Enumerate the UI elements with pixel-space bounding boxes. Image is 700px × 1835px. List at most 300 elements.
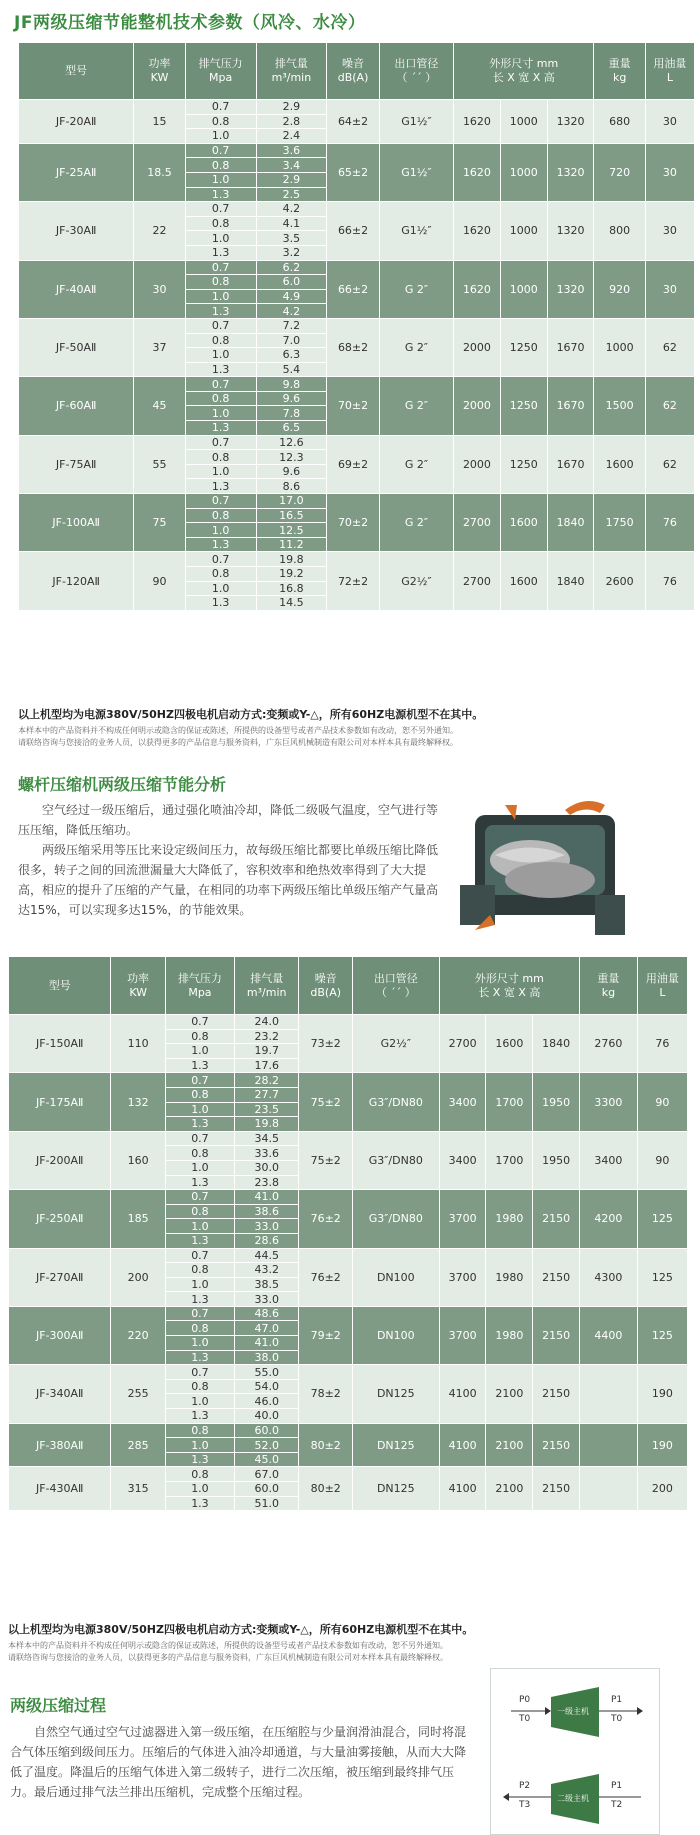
cell-flow: 41.0 [234, 1190, 299, 1205]
cell-pressure: 1.0 [185, 289, 256, 304]
cell-pressure: 0.8 [165, 1146, 234, 1161]
cell-pressure: 1.3 [185, 187, 256, 202]
cell-flow: 3.5 [256, 231, 327, 246]
table-row [9, 1015, 688, 1030]
cell-flow: 28.6 [234, 1233, 299, 1248]
cell-height: 1670 [547, 435, 594, 493]
cell-oil: 190 [637, 1365, 687, 1423]
label-t0: T0 [519, 1714, 531, 1724]
cell-height: 2150 [533, 1467, 580, 1511]
cell-noise: 80±2 [299, 1467, 352, 1511]
cell-flow: 6.3 [256, 348, 327, 363]
cell-flow: 7.2 [256, 318, 327, 333]
cell-width: 1000 [500, 143, 547, 201]
cell-model: JF-25AⅡ [19, 143, 134, 201]
table-row [19, 260, 695, 275]
cell-width: 1600 [500, 494, 547, 552]
cell-oil: 62 [645, 318, 694, 376]
cell-pressure: 0.7 [185, 318, 256, 333]
cell-outlet: DN100 [352, 1306, 439, 1364]
cell-pressure: 0.8 [185, 391, 256, 406]
cell-weight: 1500 [594, 377, 645, 435]
cell-pressure: 1.0 [165, 1482, 234, 1497]
cell-pressure: 1.0 [185, 231, 256, 246]
cell-flow: 28.2 [234, 1073, 299, 1088]
cell-flow: 2.8 [256, 114, 327, 129]
cell-flow: 47.0 [234, 1321, 299, 1336]
label-stage1: 一级主机 [557, 1707, 589, 1716]
cell-length: 2000 [454, 435, 501, 493]
power-note-2: 以上机型均为电源380V/50HZ四极电机启动方式:变频或Y-△，所有60HZ电源机型不在其中。 [8, 1623, 474, 1636]
cell-pressure: 1.3 [165, 1117, 234, 1132]
cell-flow: 9.6 [256, 391, 327, 406]
cell-outlet: G3″/DN80 [352, 1073, 439, 1131]
disclaimer-line-2: 请联络咨询与您接洽的业务人员，以获得更多的产品信息与服务资料，广东巨风机械制造有限公司对本样本具有最终解释权。 [18, 738, 458, 747]
cell-outlet: G 2″ [379, 435, 453, 493]
cell-noise: 78±2 [299, 1365, 352, 1423]
cell-oil: 62 [645, 435, 694, 493]
cell-length: 1620 [454, 100, 501, 144]
cell-outlet: G 2″ [379, 260, 453, 318]
cell-weight: 2760 [579, 1015, 637, 1073]
table-row [9, 1467, 688, 1482]
cell-power: 220 [111, 1306, 166, 1364]
cell-height: 1320 [547, 260, 594, 318]
cell-flow: 24.0 [234, 1015, 299, 1030]
cell-flow: 17.6 [234, 1058, 299, 1073]
cell-power: 255 [111, 1365, 166, 1423]
cell-flow: 4.2 [256, 304, 327, 319]
cell-width: 1250 [500, 377, 547, 435]
cell-oil: 76 [645, 494, 694, 552]
cell-pressure: 0.7 [165, 1365, 234, 1380]
cell-pressure: 0.8 [165, 1423, 234, 1438]
cell-outlet: DN125 [352, 1423, 439, 1467]
cell-model: JF-150AⅡ [9, 1015, 111, 1073]
cell-length: 1620 [454, 143, 501, 201]
cell-flow: 60.0 [234, 1482, 299, 1497]
cell-flow: 4.1 [256, 216, 327, 231]
cell-power: 132 [111, 1073, 166, 1131]
cell-flow: 9.6 [256, 464, 327, 479]
cell-model: JF-60AⅡ [19, 377, 134, 435]
cell-weight: 4400 [579, 1306, 637, 1364]
cell-height: 2150 [533, 1306, 580, 1364]
cell-weight: 2600 [594, 552, 645, 610]
cell-power: 45 [134, 377, 185, 435]
cell-power: 15 [134, 100, 185, 144]
cell-pressure: 0.7 [185, 435, 256, 450]
cell-flow: 67.0 [234, 1467, 299, 1482]
cell-pressure: 0.7 [185, 377, 256, 392]
table-row [9, 1190, 688, 1205]
cell-pressure: 0.8 [165, 1087, 234, 1102]
label-t2: T2 [611, 1800, 623, 1810]
cell-weight: 800 [594, 202, 645, 260]
cell-oil: 30 [645, 100, 694, 144]
cell-height: 1840 [547, 552, 594, 610]
table-row [19, 552, 695, 567]
cell-flow: 54.0 [234, 1379, 299, 1394]
col-dims: 外形尺寸 mm 长 X 宽 X 高 [454, 43, 594, 100]
table-row [19, 318, 695, 333]
cell-weight [579, 1365, 637, 1423]
cell-model: JF-430AⅡ [9, 1467, 111, 1511]
col-power: 功率 KW [134, 43, 185, 100]
cell-flow: 45.0 [234, 1452, 299, 1467]
cell-width: 1000 [500, 100, 547, 144]
cell-flow: 27.7 [234, 1087, 299, 1102]
two-stage-diagram [490, 1668, 660, 1835]
cell-pressure: 1.3 [165, 1452, 234, 1467]
col-noise: 噪音 dB(A) [327, 43, 380, 100]
cell-model: JF-340AⅡ [9, 1365, 111, 1423]
cell-flow: 33.6 [234, 1146, 299, 1161]
cell-pressure: 0.7 [185, 260, 256, 275]
cell-power: 37 [134, 318, 185, 376]
col-oil: 用油量 L [637, 957, 687, 1015]
power-note: 以上机型均为电源380V/50HZ四极电机启动方式:变频或Y-△，所有60HZ电源机型不在其中。 [18, 708, 484, 721]
cell-weight: 1750 [594, 494, 645, 552]
cell-width: 1700 [486, 1073, 533, 1131]
col-outlet: 出口管径 （ ˊˊ ） [352, 957, 439, 1015]
cell-oil: 76 [637, 1015, 687, 1073]
cell-pressure: 1.3 [185, 479, 256, 494]
cell-noise: 65±2 [327, 143, 380, 201]
cell-flow: 41.0 [234, 1336, 299, 1351]
cell-width: 1250 [500, 435, 547, 493]
cell-flow: 60.0 [234, 1423, 299, 1438]
cell-flow: 19.2 [256, 567, 327, 582]
label-p2: P2 [519, 1781, 531, 1791]
cell-noise: 70±2 [327, 377, 380, 435]
cell-noise: 70±2 [327, 494, 380, 552]
cell-weight: 680 [594, 100, 645, 144]
cell-flow: 46.0 [234, 1394, 299, 1409]
cell-pressure: 0.7 [165, 1073, 234, 1088]
cell-length: 2700 [454, 494, 501, 552]
cell-pressure: 1.3 [185, 537, 256, 552]
cell-pressure: 1.0 [165, 1219, 234, 1234]
cell-noise: 66±2 [327, 202, 380, 260]
cell-flow: 48.6 [234, 1306, 299, 1321]
cell-pressure: 0.8 [185, 275, 256, 290]
cell-noise: 75±2 [299, 1131, 352, 1189]
cell-outlet: DN100 [352, 1248, 439, 1306]
table-row [9, 1365, 688, 1380]
cell-oil: 30 [645, 143, 694, 201]
cell-power: 185 [111, 1190, 166, 1248]
cell-height: 1320 [547, 202, 594, 260]
cell-length: 3700 [439, 1248, 486, 1306]
cell-flow: 11.2 [256, 537, 327, 552]
cell-weight: 920 [594, 260, 645, 318]
cell-width: 1700 [486, 1131, 533, 1189]
cell-model: JF-20AⅡ [19, 100, 134, 144]
cell-oil: 30 [645, 202, 694, 260]
cell-pressure: 0.7 [185, 202, 256, 217]
cell-pressure: 0.8 [185, 567, 256, 582]
cell-power: 285 [111, 1423, 166, 1467]
cell-width: 1600 [500, 552, 547, 610]
cell-pressure: 1.3 [165, 1496, 234, 1511]
cell-pressure: 1.3 [165, 1409, 234, 1424]
label-t3: T3 [519, 1800, 531, 1810]
cell-pressure: 0.8 [165, 1321, 234, 1336]
cell-weight: 4200 [579, 1190, 637, 1248]
cell-outlet: G3″/DN80 [352, 1131, 439, 1189]
cell-pressure: 0.8 [185, 508, 256, 523]
cell-flow: 55.0 [234, 1365, 299, 1380]
cell-flow: 9.8 [256, 377, 327, 392]
cell-pressure: 1.0 [165, 1044, 234, 1059]
table-row [19, 435, 695, 450]
col-pressure: 排气压力 Mpa [185, 43, 256, 100]
cell-width: 2100 [486, 1467, 533, 1511]
cell-pressure: 1.0 [185, 172, 256, 187]
cell-outlet: DN125 [352, 1467, 439, 1511]
table-row [9, 1306, 688, 1321]
section-energy-title: 螺杆压缩机两级压缩节能分析 [18, 775, 227, 794]
table-row [19, 100, 695, 115]
cell-oil: 125 [637, 1248, 687, 1306]
cell-flow: 30.0 [234, 1160, 299, 1175]
cell-power: 90 [134, 552, 185, 610]
cell-pressure: 0.7 [165, 1015, 234, 1030]
table-row [9, 1073, 688, 1088]
cell-model: JF-380AⅡ [9, 1423, 111, 1467]
cell-oil: 30 [645, 260, 694, 318]
cell-outlet: G1½″ [379, 143, 453, 201]
col-weight: 重量 kg [594, 43, 645, 100]
col-oil: 用油量 L [645, 43, 694, 100]
cell-flow: 40.0 [234, 1409, 299, 1424]
table-row [9, 1248, 688, 1263]
cell-flow: 43.2 [234, 1263, 299, 1278]
cell-outlet: G 2″ [379, 318, 453, 376]
cell-pressure: 1.0 [165, 1438, 234, 1453]
cell-oil: 200 [637, 1467, 687, 1511]
cell-height: 1950 [533, 1073, 580, 1131]
cell-power: 200 [111, 1248, 166, 1306]
cell-flow: 4.9 [256, 289, 327, 304]
cell-pressure: 1.3 [165, 1292, 234, 1307]
cell-power: 55 [134, 435, 185, 493]
label-p1b: P1 [611, 1781, 623, 1791]
cell-oil: 190 [637, 1423, 687, 1467]
cell-model: JF-300AⅡ [9, 1306, 111, 1364]
col-dims: 外形尺寸 mm 长 X 宽 X 高 [439, 957, 579, 1015]
cell-model: JF-175AⅡ [9, 1073, 111, 1131]
cell-length: 1620 [454, 202, 501, 260]
spec-table-header [19, 43, 695, 100]
cell-model: JF-100AⅡ [19, 494, 134, 552]
cell-noise: 76±2 [299, 1190, 352, 1248]
cell-flow: 19.8 [256, 552, 327, 567]
cell-length: 3400 [439, 1131, 486, 1189]
cell-flow: 3.6 [256, 143, 327, 158]
cell-pressure: 1.0 [185, 523, 256, 538]
cell-flow: 16.8 [256, 581, 327, 596]
cell-weight: 3400 [579, 1131, 637, 1189]
cell-pressure: 1.0 [165, 1277, 234, 1292]
table-row [19, 377, 695, 392]
cell-pressure: 0.8 [185, 216, 256, 231]
cell-flow: 14.5 [256, 596, 327, 611]
cell-pressure: 1.3 [185, 304, 256, 319]
cell-flow: 19.8 [234, 1117, 299, 1132]
cell-length: 2000 [454, 318, 501, 376]
cell-flow: 12.5 [256, 523, 327, 538]
cell-outlet: G 2″ [379, 377, 453, 435]
cell-pressure: 1.3 [165, 1058, 234, 1073]
cell-pressure: 0.8 [165, 1204, 234, 1219]
cell-oil: 90 [637, 1073, 687, 1131]
col-power: 功率 KW [111, 957, 166, 1015]
cell-noise: 69±2 [327, 435, 380, 493]
cell-noise: 64±2 [327, 100, 380, 144]
cell-flow: 52.0 [234, 1438, 299, 1453]
cell-oil: 125 [637, 1190, 687, 1248]
section-process-title: 两级压缩过程 [10, 1696, 107, 1715]
cell-outlet: G3″/DN80 [352, 1190, 439, 1248]
cell-pressure: 0.7 [185, 143, 256, 158]
col-flow: 排气量 m³/min [256, 43, 327, 100]
cell-oil: 62 [645, 377, 694, 435]
cell-power: 315 [111, 1467, 166, 1511]
cell-oil: 76 [645, 552, 694, 610]
cell-height: 1670 [547, 377, 594, 435]
cell-height: 1320 [547, 100, 594, 144]
compressor-cutaway-image [455, 785, 635, 950]
cell-weight: 720 [594, 143, 645, 201]
disclaimer-line-1: 本样本中的产品资料并不构成任何明示或隐含的保证或陈述，所提供的设备型号或者产品技术参数如有改动，恕不另外通知。 [18, 726, 458, 735]
cell-pressure: 1.3 [165, 1233, 234, 1248]
cell-flow: 33.0 [234, 1292, 299, 1307]
cell-flow: 2.5 [256, 187, 327, 202]
table-row [9, 1423, 688, 1438]
cell-flow: 2.4 [256, 129, 327, 144]
cell-power: 30 [134, 260, 185, 318]
cell-height: 1840 [547, 494, 594, 552]
cell-weight: 1600 [594, 435, 645, 493]
table-row [19, 494, 695, 509]
cell-model: JF-50AⅡ [19, 318, 134, 376]
disclaimer-2-line-1: 本样本中的产品资料并不构成任何明示或隐含的保证或陈述，所提供的设备型号或者产品技术参数如有改动，恕不另外通知。 [8, 1641, 448, 1650]
cell-outlet: G1½″ [379, 100, 453, 144]
cell-flow: 38.5 [234, 1277, 299, 1292]
cell-pressure: 1.3 [185, 245, 256, 260]
cell-length: 1620 [454, 260, 501, 318]
cell-pressure: 0.8 [185, 450, 256, 465]
cell-flow: 4.2 [256, 202, 327, 217]
cell-length: 3700 [439, 1306, 486, 1364]
spec-table-2-body [9, 1015, 688, 1511]
cell-flow: 23.5 [234, 1102, 299, 1117]
cell-pressure: 0.7 [165, 1248, 234, 1263]
spec-table-1 [18, 42, 695, 611]
cell-flow: 12.3 [256, 450, 327, 465]
col-flow: 排气量 m³/min [234, 957, 299, 1015]
cell-pressure: 1.3 [165, 1350, 234, 1365]
cell-flow: 3.2 [256, 245, 327, 260]
label-stage2: 二级主机 [557, 1794, 589, 1803]
cell-pressure: 0.7 [185, 494, 256, 509]
cell-noise: 72±2 [327, 552, 380, 610]
cell-width: 1250 [500, 318, 547, 376]
col-pressure: 排气压力 Mpa [165, 957, 234, 1015]
cell-flow: 12.6 [256, 435, 327, 450]
cell-length: 2700 [439, 1015, 486, 1073]
section-energy-para-1: 空气经过一级压缩后，通过强化喷油冷却，降低二级吸气温度，空气进行等压压缩，降低压缩功。 [18, 803, 439, 837]
cell-pressure: 1.3 [185, 596, 256, 611]
cell-model: JF-270AⅡ [9, 1248, 111, 1306]
cell-flow: 38.0 [234, 1350, 299, 1365]
cell-noise: 66±2 [327, 260, 380, 318]
table-row [19, 143, 695, 158]
cell-pressure: 0.8 [165, 1467, 234, 1482]
cell-flow: 8.6 [256, 479, 327, 494]
cell-noise: 79±2 [299, 1306, 352, 1364]
cell-pressure: 0.7 [165, 1306, 234, 1321]
cell-pressure: 1.0 [165, 1102, 234, 1117]
cell-flow: 19.7 [234, 1044, 299, 1059]
cell-height: 2150 [533, 1365, 580, 1423]
spec-table-2 [8, 956, 688, 1511]
cell-flow: 7.8 [256, 406, 327, 421]
cell-width: 1980 [486, 1306, 533, 1364]
disclaimer-2-line-2: 请联络咨询与您接洽的业务人员，以获得更多的产品信息与服务资料，广东巨风机械制造有限公司对本样本具有最终解释权。 [8, 1653, 448, 1662]
cell-flow: 44.5 [234, 1248, 299, 1263]
cell-outlet: G2½″ [379, 552, 453, 610]
cell-model: JF-250AⅡ [9, 1190, 111, 1248]
label-p0: P0 [519, 1695, 531, 1705]
cell-pressure: 1.0 [165, 1160, 234, 1175]
cell-pressure: 1.0 [185, 348, 256, 363]
cell-oil: 90 [637, 1131, 687, 1189]
cell-length: 2000 [454, 377, 501, 435]
cell-height: 1840 [533, 1015, 580, 1073]
cell-pressure: 0.8 [165, 1379, 234, 1394]
cell-pressure: 0.7 [185, 100, 256, 115]
cell-power: 18.5 [134, 143, 185, 201]
cell-model: JF-30AⅡ [19, 202, 134, 260]
col-outlet: 出口管径 （ ˊˊ ） [379, 43, 453, 100]
cell-power: 22 [134, 202, 185, 260]
cell-model: JF-120AⅡ [19, 552, 134, 610]
cell-length: 3700 [439, 1190, 486, 1248]
cell-flow: 33.0 [234, 1219, 299, 1234]
cell-pressure: 1.3 [165, 1175, 234, 1190]
label-t1: T0 [611, 1714, 623, 1724]
cell-length: 4100 [439, 1365, 486, 1423]
cell-pressure: 0.7 [185, 552, 256, 567]
cell-flow: 6.0 [256, 275, 327, 290]
cell-noise: 73±2 [299, 1015, 352, 1073]
cell-power: 75 [134, 494, 185, 552]
col-model: 型号 [9, 957, 111, 1015]
cell-pressure: 1.0 [185, 406, 256, 421]
cell-noise: 80±2 [299, 1423, 352, 1467]
cell-height: 2150 [533, 1248, 580, 1306]
section-process-para: 自然空气通过空气过滤器进入第一级压缩，在压缩腔与少量润滑油混合，同时将混合气体压缩到级间压力。压缩后的气体进入油冷却通道，与大量油雾接触，从而大大降低了温度。降温后的压缩气体进入第二级转子，进行二次压缩，被压缩到最终排气压力。最后通过排气法兰排出压缩机，完成整个压缩过程。 [10, 1725, 467, 1799]
cell-noise: 76±2 [299, 1248, 352, 1306]
cell-pressure: 0.8 [185, 114, 256, 129]
cell-weight: 1000 [594, 318, 645, 376]
cell-height: 1670 [547, 318, 594, 376]
cell-oil: 125 [637, 1306, 687, 1364]
cell-flow: 6.5 [256, 421, 327, 436]
